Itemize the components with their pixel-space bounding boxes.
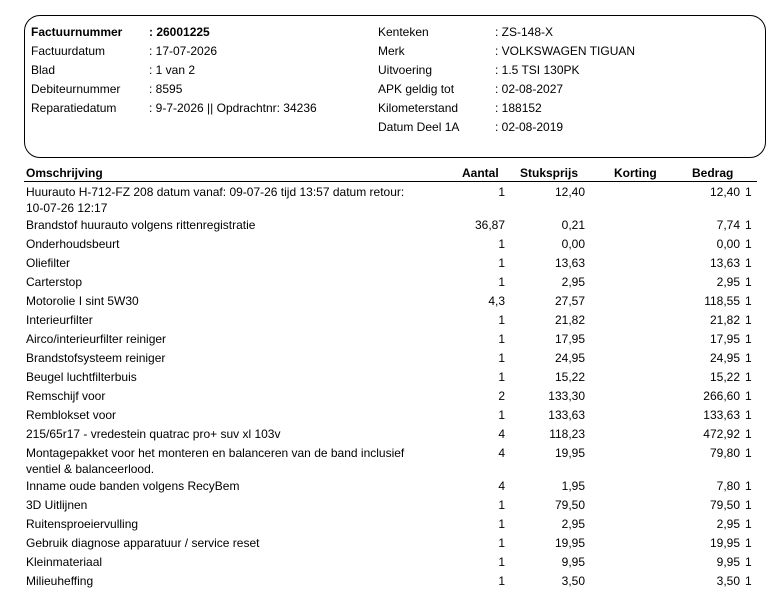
line-amount: 19,95 [709,536,740,550]
line-vat-code: 1 [745,479,752,493]
vehicle-field-value: : ZS-148-X [495,25,554,39]
line-description: Motorolie I sint 5W30 [26,294,139,308]
header-field-label: Reparatiedatum [31,101,117,115]
line-quantity: 36,87 [474,218,505,232]
line-vat-code: 1 [745,498,752,512]
header-field-label: Blad [31,63,56,77]
line-description: Airco/interieurfilter reiniger [26,332,167,346]
line-amount: 3,50 [716,574,740,588]
line-vat-code: 1 [745,427,752,441]
column-header-korting: Korting [614,166,657,180]
line-description: Remblokset voor [26,408,117,422]
vehicle-field-label: Merk [378,44,405,58]
line-description: Remschijf voor [26,389,106,403]
line-unit-price: 15,22 [554,370,585,384]
line-unit-price: 2,95 [561,517,585,531]
line-vat-code: 1 [745,294,752,308]
line-quantity: 4 [498,446,505,460]
line-quantity: 4 [498,479,505,493]
line-amount: 266,60 [703,389,740,403]
line-description: Onderhoudsbeurt [26,237,120,251]
line-description: Kleinmateriaal [26,555,103,569]
line-unit-price: 0,00 [561,237,585,251]
header-divider [24,181,757,182]
line-amount: 2,95 [716,275,740,289]
vehicle-field-label: Kilometerstand [378,101,459,115]
vehicle-field-label: Datum Deel 1A [378,120,460,134]
line-description: 3D Uitlijnen [26,498,88,512]
line-quantity: 1 [498,408,505,422]
header-field-value: : 9-7-2026 || Opdrachtnr: 34236 [149,101,317,115]
line-amount: 2,95 [716,517,740,531]
line-quantity: 1 [498,256,505,270]
line-vat-code: 1 [745,370,752,384]
line-unit-price: 0,21 [561,218,585,232]
line-description: Huurauto H-712-FZ 208 datum vanaf: 09-07-26 tijd 13:57 datum retour: 10-07-26 12:17 [26,185,405,215]
line-unit-price: 12,40 [554,185,585,199]
line-unit-price: 3,50 [561,574,585,588]
line-quantity: 1 [498,332,505,346]
line-amount: 79,50 [709,498,740,512]
line-vat-code: 1 [745,218,752,232]
line-vat-code: 1 [745,389,752,403]
invoice-header-box [24,15,766,158]
line-amount: 118,55 [704,294,740,308]
line-amount: 17,95 [709,332,740,346]
line-amount: 13,63 [709,256,740,270]
line-description: Carterstop [26,275,83,289]
line-unit-price: 2,95 [561,275,585,289]
line-description: Gebruik diagnose apparatuur / service reset [26,536,260,550]
line-quantity: 1 [498,498,505,512]
line-unit-price: 13,63 [554,256,585,270]
line-amount: 133,63 [703,408,740,422]
vehicle-field-value: : 02-08-2019 [495,120,564,134]
line-vat-code: 1 [745,332,752,346]
line-amount: 21,82 [709,313,740,327]
line-unit-price: 19,95 [554,536,585,550]
header-field-label: Debiteurnummer [31,82,121,96]
vehicle-field-value: : 1.5 TSI 130PK [495,63,580,77]
header-field-value: : 1 van 2 [149,63,196,77]
column-header-aantal: Aantal [462,166,499,180]
line-unit-price: 21,82 [554,313,585,327]
line-quantity: 1 [498,574,505,588]
line-unit-price: 27,57 [554,294,585,308]
line-unit-price: 17,95 [554,332,585,346]
line-amount: 7,80 [716,479,740,493]
line-amount: 15,22 [709,370,740,384]
line-vat-code: 1 [745,517,752,531]
line-amount: 0,00 [716,237,740,251]
line-quantity: 1 [498,185,505,199]
line-unit-price: 24,95 [554,351,585,365]
line-description: Montagepakket voor het monteren en balanceren van de band inclusief ventiel & balanceerlood. [26,446,405,476]
line-description: Brandstofsysteem reiniger [26,351,166,365]
line-unit-price: 1,95 [561,479,585,493]
line-quantity: 1 [498,536,505,550]
line-vat-code: 1 [745,408,752,422]
vehicle-field-label: Kenteken [378,25,429,39]
line-vat-code: 1 [745,446,752,460]
line-description: Interieurfilter [26,313,93,327]
line-description: 215/65r17 - vredestein quatrac pro+ suv xl 103v [26,427,281,441]
vehicle-field-value: : 188152 [495,101,542,115]
line-unit-price: 118,23 [549,427,585,441]
line-amount: 9,95 [716,555,740,569]
line-vat-code: 1 [745,237,752,251]
header-field-label: Factuurnummer [31,25,123,39]
line-description: Inname oude banden volgens RecyBem [26,479,240,493]
line-quantity: 4,3 [488,294,505,308]
line-unit-price: 133,63 [548,408,585,422]
line-unit-price: 79,50 [554,498,585,512]
line-vat-code: 1 [745,351,752,365]
vehicle-field-label: Uitvoering [378,63,433,77]
line-quantity: 1 [498,555,505,569]
line-description: Brandstof huurauto volgens rittenregistratie [26,218,256,232]
line-description: Oliefilter [26,256,71,270]
line-quantity: 1 [498,313,505,327]
line-quantity: 4 [498,427,505,441]
column-header-omschrijving: Omschrijving [26,166,103,180]
vehicle-field-value: : VOLKSWAGEN TIGUAN [495,44,636,58]
header-field-value: : 8595 [149,82,183,96]
line-quantity: 1 [498,275,505,289]
line-vat-code: 1 [745,536,752,550]
header-field-label: Factuurdatum [31,44,106,58]
line-vat-code: 1 [745,185,752,199]
line-vat-code: 1 [745,313,752,327]
line-vat-code: 1 [745,256,752,270]
column-header-bedrag: Bedrag [692,166,734,180]
line-amount: 12,40 [709,185,740,199]
line-vat-code: 1 [745,555,752,569]
line-unit-price: 19,95 [554,446,585,460]
line-description: Milieuheffing [26,574,94,588]
line-amount: 24,95 [709,351,740,365]
line-amount: 472,92 [703,427,740,441]
line-unit-price: 133,30 [548,389,585,403]
vehicle-field-value: : 02-08-2027 [495,82,564,96]
line-amount: 7,74 [716,218,740,232]
line-amount: 79,80 [709,446,740,460]
line-quantity: 1 [498,237,505,251]
column-header-stuksprijs: Stuksprijs [520,166,579,180]
line-description: Ruitensproeiervulling [26,517,139,531]
line-quantity: 2 [498,389,505,403]
line-vat-code: 1 [745,574,752,588]
line-quantity: 1 [498,517,505,531]
line-quantity: 1 [498,370,505,384]
line-unit-price: 9,95 [561,555,585,569]
line-description: Beugel luchtfilterbuis [26,370,137,384]
header-field-value: : 17-07-2026 [149,44,218,58]
line-quantity: 1 [498,351,505,365]
vehicle-field-label: APK geldig tot [378,82,455,96]
line-vat-code: 1 [745,275,752,289]
header-field-value: : 26001225 [149,25,210,39]
